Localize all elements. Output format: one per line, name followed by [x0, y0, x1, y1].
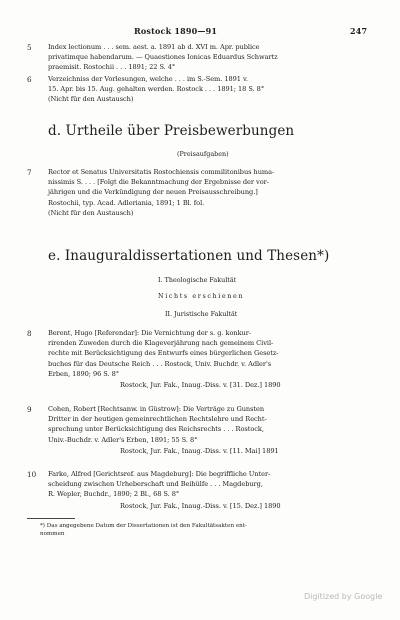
entry-line: Rector et Senatus Universitatis Rostochiensis commilitonibus huma- [48, 168, 275, 176]
entry-line: nissimis S. . . . [Folgt die Bekanntmachung der Ergebnisse der vor- [48, 178, 269, 187]
entry-number: 8 [27, 329, 32, 338]
google-watermark: Digitized by Google [304, 592, 383, 601]
entry-line: Rostochii, typ. Acad. Adleriania, 1891; 1 Bl. fol. [48, 198, 205, 207]
entry-number: 5 [27, 43, 32, 52]
footnote-line: nommen [40, 531, 65, 537]
entry-line: Erben, 1890; 96 S. 8° [48, 369, 120, 378]
entry-line: Verzeichniss der Vorlesungen, welche . . . im S.-Sem. 1891 v. [48, 75, 248, 83]
entry-line: Univ.-Buchdr. v. Adler's Erben, 1891; 55 S. 8° [48, 435, 198, 444]
footnote-line: *) Das angegebene Datum der Dissertationen ist den Fakultätsakten ent- [40, 523, 247, 529]
entry-line: Farke, Alfred [Gerichtsref. aus Magdeburg]: Die begriffliche Unter- [48, 470, 271, 478]
entry-line: rirenden Zuweden durch die Klageverjährung nach gemeinem Civil- [48, 339, 274, 348]
entry-line: (Nicht für den Austausch) [48, 208, 134, 217]
section-heading: e. Inauguraldissertationen und Thesen*) [48, 248, 330, 264]
entry-number: 7 [27, 168, 32, 177]
entry-text [48, 328, 278, 379]
entry-line: 15. Apr. bis 15. Aug. gehalten werden. Rostock . . . 1891; 18 S. 8° [48, 85, 265, 94]
entry-line: (Nicht für den Austausch) [48, 95, 134, 104]
entry-line: sprechung unter Berücksichtigung des Reichsrechts . . . Rostock, [48, 425, 264, 434]
entry-line: Cohen, Robert [Rechtsanw. in Güstrow]: Die Verträge zu Gunsten [48, 405, 265, 413]
faculty-note: Nichts erschienen [158, 292, 245, 300]
footnote [40, 522, 247, 538]
entry-number: 10 [27, 470, 37, 479]
entry-text [48, 42, 278, 73]
running-header: Rostock 1890—91 [134, 26, 218, 36]
entry-number: 6 [27, 75, 32, 84]
entry-number: 9 [27, 405, 32, 414]
entry-line: jährigen und die Verkündigung der neuen Preisausschreibung.] [48, 188, 258, 197]
entry-line: privatimque habendarum. — Quaestiones Ionicas Eduardus Schwartz [48, 53, 278, 62]
entry-text [48, 74, 264, 105]
faculty-heading: II. Juristische Fakultät [165, 310, 238, 318]
section-heading: d. Urtheile über Preisbewerbungen [48, 123, 295, 139]
entry-line: Index lectionum . . . sem. aest. a. 1891 ab d. XVI m. Apr. publice [48, 43, 260, 51]
entry-line: R. Wepler, Buchdr., 1890; 2 Bl., 68 S. 8° [48, 490, 180, 499]
section-subtitle: (Preisaufgaben) [177, 150, 229, 158]
entry-line: buches für das Deutsche Reich . . . Rostock, Univ. Buchdr. v. Adler's [48, 359, 272, 368]
entry-text [48, 167, 274, 218]
entry-text [48, 404, 267, 445]
entry-place: Rostock, Jur. Fak., Inaug.-Diss. v. [31. Dez.] 1890 [120, 381, 281, 389]
entry-place: Rostock, Jur. Fak., Inaug.-Diss. v. [15. Dez.] 1890 [120, 502, 281, 510]
entry-line: scheidung zwischen Urheberschaft und Beihülfe . . . Magdeburg, [48, 480, 263, 489]
entry-line: Berent, Hugo [Referendar]: Die Vernichtung der s. g. konkur- [48, 329, 252, 337]
entry-line: Dritter in der heutigen gemeinrechtlichen Rechtslehre und Recht- [48, 415, 267, 424]
footnote-rule [27, 518, 75, 519]
entry-text [48, 469, 270, 500]
entry-place: Rostock, Jur. Fak., Inaug.-Diss. v. [11. Mai] 1891 [120, 447, 279, 455]
page-number: 247 [350, 26, 368, 36]
entry-line: rechte mit Berücksichtigung des Entwurfs eines bürgerlichen Gesetz- [48, 349, 279, 358]
faculty-heading: I. Theologische Fakultät [158, 276, 237, 284]
entry-line: praemisit. Rostochii . . . 1891; 22 S. 4° [48, 63, 176, 72]
